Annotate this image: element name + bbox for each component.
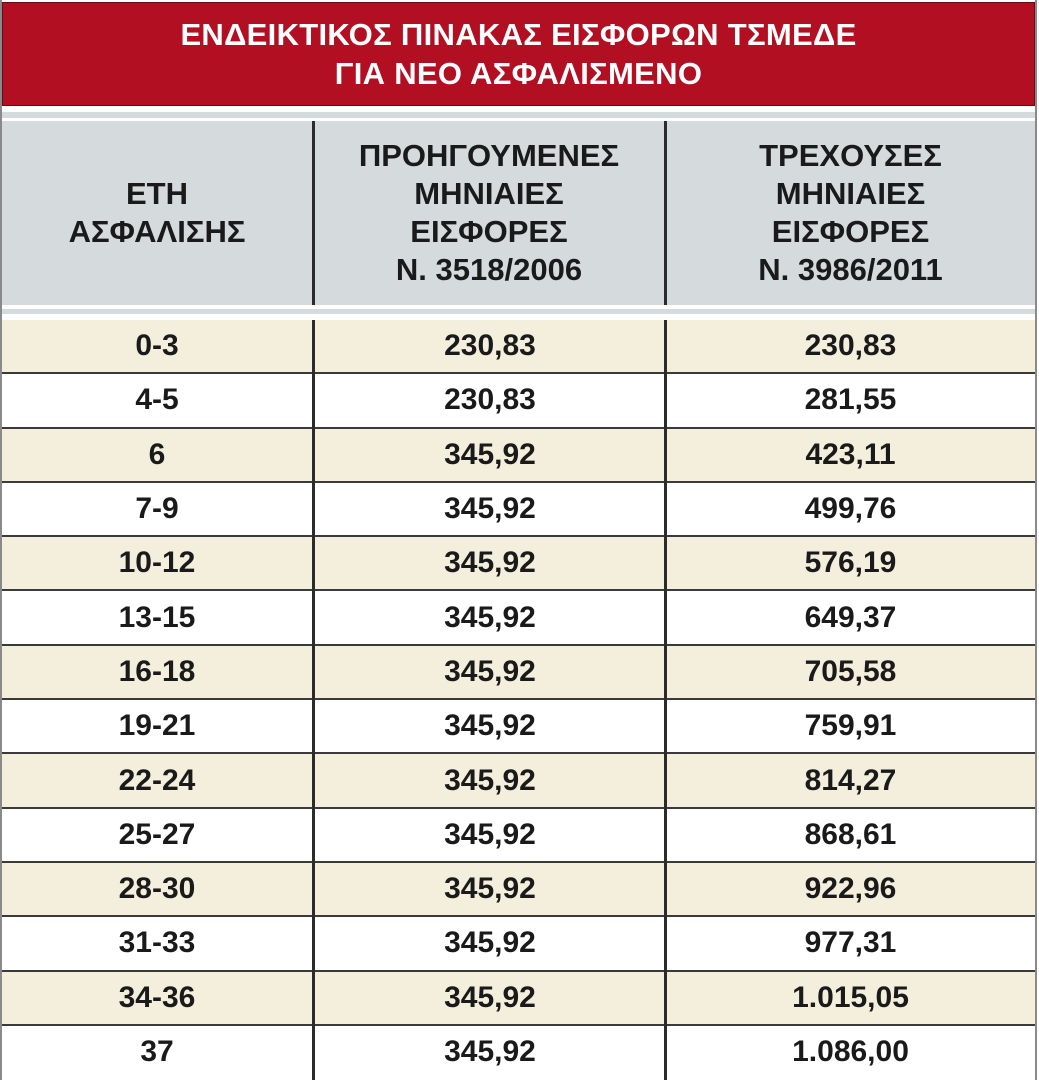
header-previous-contributions xyxy=(314,121,664,305)
cell-previous-contribution: 345,92 xyxy=(444,926,536,960)
cell-previous-contribution: 345,92 xyxy=(444,600,536,634)
table-row xyxy=(2,537,1035,591)
cell-current-contribution: 759,91 xyxy=(804,709,897,743)
cell-current-contribution: 281,55 xyxy=(804,383,897,417)
table-row xyxy=(2,972,1035,1026)
table-row xyxy=(2,646,1035,700)
table-row xyxy=(2,591,1035,645)
cell-insurance-years: 25-27 xyxy=(118,817,196,851)
header-text: ΜΗΝΙΑΙΕΣ xyxy=(775,176,926,211)
header-column-divider xyxy=(664,121,667,305)
cell-insurance-years: 19-21 xyxy=(118,709,196,743)
table-row xyxy=(2,483,1035,537)
cell-current-contribution: 705,58 xyxy=(804,654,897,688)
table-right-border xyxy=(1035,0,1037,1080)
cell-insurance-years: 7-9 xyxy=(135,492,179,526)
cell-previous-contribution: 345,92 xyxy=(444,817,536,851)
cell-previous-contribution: 345,92 xyxy=(444,437,536,471)
table-title xyxy=(2,2,1035,106)
table-title-line-2: ΓΙΑ ΝΕΟ ΑΣΦΑΛΙΣΜΕΝΟ xyxy=(334,56,703,91)
table-title-line-1: ΕΝΔΕΙΚΤΙΚΟΣ ΠΙΝΑΚΑΣ ΕΙΣΦΟΡΩΝ ΤΣΜΕΔΕ xyxy=(180,17,857,52)
cell-previous-contribution: 345,92 xyxy=(444,492,536,526)
cell-insurance-years: 13-15 xyxy=(118,600,196,634)
cell-current-contribution: 1.015,05 xyxy=(792,980,909,1014)
cell-previous-contribution: 345,92 xyxy=(444,1035,536,1068)
cell-insurance-years: 0-3 xyxy=(135,329,179,363)
cell-previous-contribution: 345,92 xyxy=(444,763,536,797)
cell-insurance-years: 37 xyxy=(140,1035,174,1068)
header-text: ΑΣΦΑΛΙΣΗΣ xyxy=(68,214,246,249)
title-header-separator xyxy=(2,112,1035,118)
cell-previous-contribution: 345,92 xyxy=(444,709,536,743)
cell-previous-contribution: 230,83 xyxy=(444,383,536,417)
header-text: ΕΤΗ xyxy=(126,176,188,211)
cell-current-contribution: 230,83 xyxy=(804,329,897,363)
table-row xyxy=(2,1026,1035,1078)
header-text: ΠΡΟΗΓΟΥΜΕΝΕΣ xyxy=(358,138,620,173)
body-column-divider xyxy=(312,320,315,1080)
cell-insurance-years: 31-33 xyxy=(118,926,196,960)
header-insurance-years xyxy=(2,121,312,305)
header-text: ΕΙΣΦΟΡΕΣ xyxy=(771,214,930,249)
table-row xyxy=(2,863,1035,917)
cell-previous-contribution: 345,92 xyxy=(444,872,536,906)
cell-insurance-years: 16-18 xyxy=(118,654,196,688)
cell-current-contribution: 868,61 xyxy=(804,817,897,851)
cell-current-contribution: 423,11 xyxy=(805,437,896,471)
cell-current-contribution: 649,37 xyxy=(804,600,897,634)
cell-current-contribution: 814,27 xyxy=(804,763,897,797)
cell-insurance-years: 22-24 xyxy=(118,763,196,797)
table-row xyxy=(2,754,1035,808)
cell-previous-contribution: 230,83 xyxy=(444,329,536,363)
header-text: Ν. 3986/2011 xyxy=(758,252,943,287)
cell-current-contribution: 977,31 xyxy=(804,926,897,960)
cell-previous-contribution: 345,92 xyxy=(444,980,536,1014)
cell-current-contribution: 576,19 xyxy=(804,546,897,580)
table-row xyxy=(2,917,1035,971)
table-row xyxy=(2,809,1035,863)
body-column-divider xyxy=(664,320,667,1080)
cell-insurance-years: 10-12 xyxy=(118,546,196,580)
table-row xyxy=(2,374,1035,428)
cell-previous-contribution: 345,92 xyxy=(444,546,536,580)
table-row xyxy=(2,429,1035,483)
table-row xyxy=(2,320,1035,374)
header-text: ΕΙΣΦΟΡΕΣ xyxy=(410,214,568,249)
cell-insurance-years: 4-5 xyxy=(135,383,179,417)
header-body-separator xyxy=(2,309,1035,314)
header-text: ΤΡΕΧΟΥΣΕΣ xyxy=(759,138,942,173)
table-body xyxy=(2,320,1035,1078)
cell-insurance-years: 34-36 xyxy=(118,980,196,1014)
cell-insurance-years: 28-30 xyxy=(118,872,196,906)
cell-current-contribution: 499,76 xyxy=(804,492,897,526)
cell-insurance-years: 6 xyxy=(148,437,166,471)
table-header xyxy=(2,121,1035,305)
header-text: Ν. 3518/2006 xyxy=(395,252,583,287)
table-row xyxy=(2,700,1035,754)
header-column-divider xyxy=(312,121,315,305)
header-text: ΜΗΝΙΑΙΕΣ xyxy=(414,176,564,211)
cell-previous-contribution: 345,92 xyxy=(444,654,536,688)
cell-current-contribution: 1.086,00 xyxy=(792,1035,909,1068)
cell-current-contribution: 922,96 xyxy=(804,872,897,906)
header-current-contributions xyxy=(666,121,1035,305)
